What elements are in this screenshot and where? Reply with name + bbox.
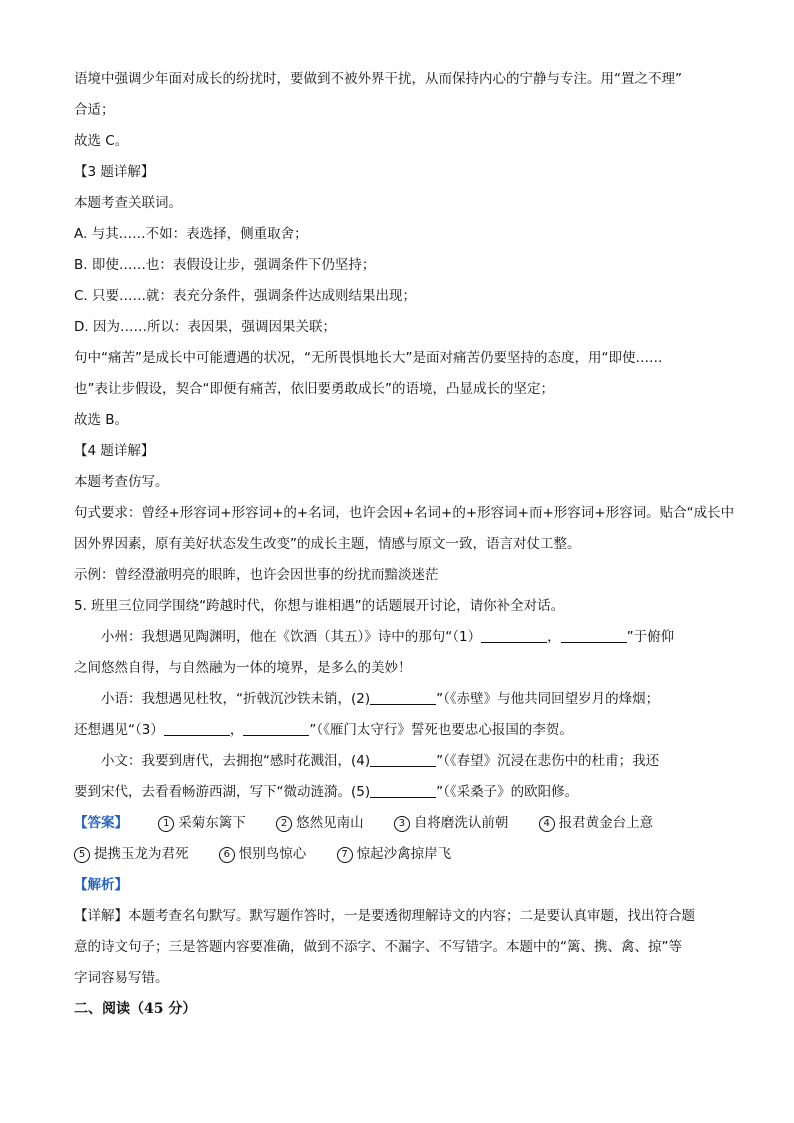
q5-title: 5. 班里三位同学围绕“跨越时代，你想与谁相遇”的话题展开讨论，请你补全对话。 (74, 598, 565, 614)
text-span: ”（《赤壁》与他共同回望岁月的烽烟； (436, 691, 660, 707)
dialog-xiaowen (74, 746, 724, 777)
answer-item (394, 808, 509, 839)
text-span: ”（《采桑子》的欧阳修。 (436, 784, 579, 800)
answer-text: 采菊东篱下 (178, 815, 246, 831)
text-line: 故选 C。 (74, 133, 129, 149)
answer-item (539, 808, 654, 839)
dialog-xiaowen-cont (74, 777, 724, 808)
answer-text: 恨别鸟惊心 (238, 846, 307, 862)
blank-3a (164, 721, 230, 736)
circled-number: 2 (276, 816, 292, 832)
circled-number: 6 (219, 847, 235, 863)
text-line: 句式要求：曾经+形容词+形容词+的+名词，也许会因+名词+的+形容词+而+形容词+形容词。贴合“成长中 (74, 505, 735, 521)
text-line: 故选 B。 (74, 412, 129, 428)
analysis-label: 【解析】 (74, 877, 128, 893)
text-line: 本题考查关联词。 (74, 195, 182, 211)
dialog-xiaozhou (74, 622, 724, 653)
blank-5 (370, 783, 436, 798)
circled-number: 7 (337, 847, 353, 863)
circled-number: 1 (158, 816, 174, 832)
text-span: ”于俯仰 (626, 629, 675, 645)
answer-text: 悠然见南山 (296, 815, 364, 831)
answer-item (219, 839, 307, 870)
text-line: 句中“痛苦”是成长中可能遭遇的状况，“无所畏惧地长大”是面对痛苦仍要坚持的态度，用“即使…… (74, 350, 663, 366)
text-line: 字词容易写错。 (74, 970, 169, 986)
answer-row-1 (74, 808, 724, 839)
answer-text: 提携玉龙为君死 (94, 846, 189, 862)
text-span: 小州：我想遇见陶渊明，他在《饮酒（其五）》诗中的那句“（1） (101, 629, 482, 645)
text-span: 小文：我要到唐代，去拥抱“感时花溅泪，(4) (101, 753, 371, 769)
text-span: ”（《雁门太守行》誓死也要忠心报国的李贺。 (309, 722, 573, 738)
answer-row-2 (74, 839, 724, 870)
text-line: 语境中强调少年面对成长的纷扰时，要做到不被外界干扰，从而保持内心的宁静与专注。用“置之不理” (74, 71, 682, 87)
answer-text: 报君黄金台上意 (558, 815, 654, 831)
option-a: A. 与其……不如：表选择，侧重取舍； (74, 226, 308, 242)
answer-item (74, 839, 189, 870)
dialog-xiaoyu-cont (74, 715, 724, 746)
text-span: ， (547, 629, 561, 645)
document-page (74, 64, 735, 1025)
option-b: B. 即使……也：表假设让步，强调条件下仍坚持； (74, 257, 376, 273)
answer-label: 【答案】 (74, 815, 128, 831)
text-line: 也”表让步假设，契合“即便有痛苦，依旧要勇敢成长”的语境，凸显成长的坚定； (74, 381, 554, 397)
option-d: D. 因为……所以：表因果，强调因果关联； (74, 319, 336, 335)
circled-number: 5 (74, 847, 90, 863)
q4-header: 【4 题详解】 (74, 443, 155, 459)
blank-1a (481, 628, 547, 643)
text-line: 之间悠然自得，与自然融为一体的境界，是多么的美妙！ (74, 660, 412, 676)
text-line: 因外界因素，原有美好状态发生改变”的成长主题，情感与原文一致，语言对仗工整。 (74, 536, 581, 552)
text-line: 合适； (74, 102, 115, 118)
blank-4 (370, 752, 436, 767)
blank-3b (243, 721, 309, 736)
text-line: 本题考查仿写。 (74, 474, 169, 490)
answer-text: 自将磨洗认前朝 (413, 815, 509, 831)
text-span: ， (229, 722, 244, 738)
blank-2 (370, 690, 436, 705)
text-span: 要到宋代，去看看畅游西湖，写下“微动涟漪。(5) (74, 784, 371, 800)
text-span: 还想遇见“（3） (74, 722, 164, 738)
q3-header: 【3 题详解】 (74, 164, 155, 180)
text-span: 小语：我想遇见杜牧，“折戟沉沙铁未销，(2) (101, 691, 371, 707)
text-span: ”（《春望》沉浸在悲伤中的杜甫；我还 (436, 753, 660, 769)
answer-item (337, 839, 452, 870)
answer-item (158, 808, 246, 839)
text-line: 示例：曾经澄澈明亮的眼眸，也许会因世事的纷扰而黯淡迷茫 (74, 567, 439, 583)
option-c: C. 只要……就：表充分条件，强调条件达成则结果出现； (74, 288, 417, 304)
circled-number: 4 (539, 816, 555, 832)
text-line: 【详解】本题考查名句默写。默写题作答时，一是要透彻理解诗文的内容；二是要认真审题，找出符合题 (74, 908, 695, 924)
text-line: 意的诗文句子；三是答题内容要准确，做到不添字、不漏字、不写错字。本题中的“篱、携、禽、掠”等 (74, 939, 682, 955)
blank-1b (561, 628, 627, 643)
answer-item (276, 808, 364, 839)
answer-text: 惊起沙禽掠岸飞 (356, 846, 452, 862)
dialog-xiaoyu (74, 684, 724, 715)
circled-number: 3 (394, 816, 410, 832)
section-heading: 二、阅读（45 分） (74, 1001, 197, 1017)
